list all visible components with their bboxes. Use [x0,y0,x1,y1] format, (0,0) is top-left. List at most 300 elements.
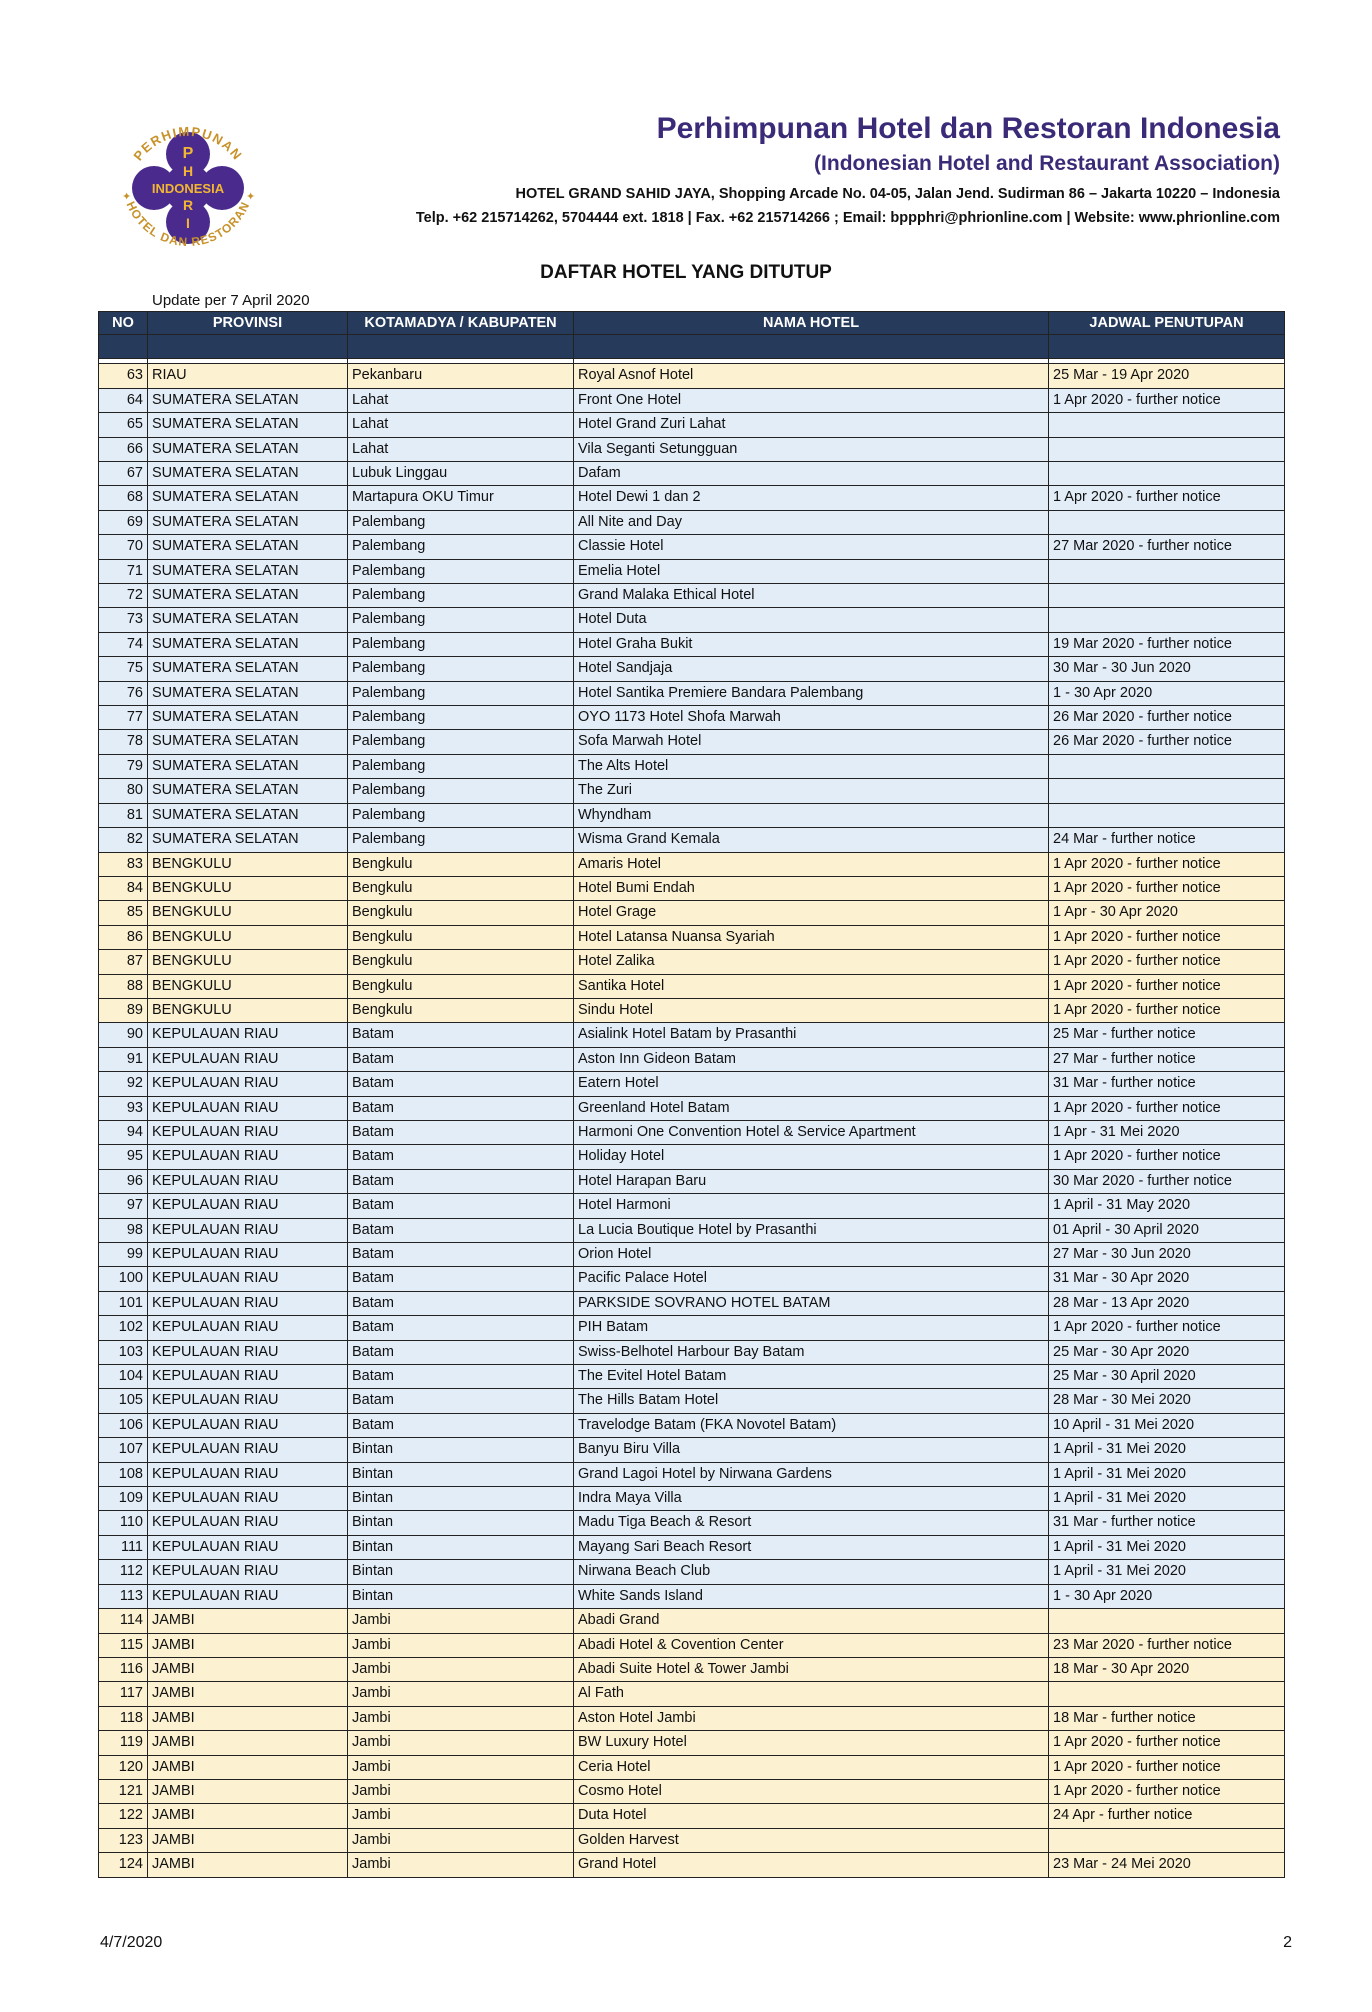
cell-hotel-name: The Alts Hotel [574,754,1049,778]
cell-hotel-name: Aston Inn Gideon Batam [574,1047,1049,1071]
col-header-jadwal: JADWAL PENUTUPAN [1049,312,1285,335]
logo-letter-h: H [182,163,194,179]
cell-provinsi: KEPULAUAN RIAU [148,1413,348,1437]
cell-no: 90 [99,1023,148,1047]
cell-kota: Lahat [348,388,574,412]
cell-no: 70 [99,535,148,559]
cell-jadwal: 1 Apr 2020 - further notice [1049,1096,1285,1120]
cell-kota: Palembang [348,754,574,778]
table-row [99,437,1285,461]
update-date: Update per 7 April 2020 [152,292,310,309]
cell-provinsi: KEPULAUAN RIAU [148,1340,348,1364]
document-title: DAFTAR HOTEL YANG DITUTUP [540,262,832,283]
cell-provinsi: KEPULAUAN RIAU [148,1511,348,1535]
cell-no: 115 [99,1633,148,1657]
cell-no: 102 [99,1316,148,1340]
cell-provinsi: KEPULAUAN RIAU [148,1023,348,1047]
table-row [99,1047,1285,1071]
table-row [99,1291,1285,1315]
table-row [99,1633,1285,1657]
table-row [99,681,1285,705]
cell-provinsi: SUMATERA SELATAN [148,388,348,412]
cell-hotel-name: The Hills Batam Hotel [574,1389,1049,1413]
cell-jadwal: 10 April - 31 Mei 2020 [1049,1413,1285,1437]
cell-kota: Lubuk Linggau [348,462,574,486]
cell-provinsi: SUMATERA SELATAN [148,681,348,705]
cell-no: 71 [99,559,148,583]
table-row [99,388,1285,412]
cell-hotel-name: The Zuri [574,779,1049,803]
cell-jadwal [1049,1609,1285,1633]
cell-no: 85 [99,901,148,925]
col-header-provinsi: PROVINSI [148,312,348,335]
cell-hotel-name: Duta Hotel [574,1804,1049,1828]
org-name: Perhimpunan Hotel dan Restoran Indonesia [656,112,1280,145]
cell-hotel-name: Nirwana Beach Club [574,1560,1049,1584]
cell-no: 111 [99,1535,148,1559]
cell-provinsi: KEPULAUAN RIAU [148,1120,348,1144]
cell-provinsi: BENGKULU [148,998,348,1022]
table-row [99,803,1285,827]
cell-provinsi: KEPULAUAN RIAU [148,1584,348,1608]
cell-hotel-name: Cosmo Hotel [574,1779,1049,1803]
cell-hotel-name: Eatern Hotel [574,1072,1049,1096]
cell-hotel-name: PIH Batam [574,1316,1049,1340]
cell-jadwal: 23 Mar - 24 Mei 2020 [1049,1853,1285,1877]
cell-jadwal: 1 April - 31 Mei 2020 [1049,1438,1285,1462]
cell-provinsi: KEPULAUAN RIAU [148,1267,348,1291]
cell-provinsi: SUMATERA SELATAN [148,754,348,778]
table-row [99,1682,1285,1706]
cell-no: 69 [99,510,148,534]
cell-hotel-name: Wisma Grand Kemala [574,828,1049,852]
cell-hotel-name: Classie Hotel [574,535,1049,559]
cell-jadwal: 28 Mar - 13 Apr 2020 [1049,1291,1285,1315]
table-row [99,462,1285,486]
cell-hotel-name: Vila Seganti Setungguan [574,437,1049,461]
cell-kota: Bintan [348,1560,574,1584]
cell-provinsi: SUMATERA SELATAN [148,803,348,827]
table-row [99,1169,1285,1193]
footer-date: 4/7/2020 [100,1934,163,1951]
cell-jadwal: 30 Mar 2020 - further notice [1049,1169,1285,1193]
cell-provinsi: BENGKULU [148,852,348,876]
cell-jadwal: 1 Apr 2020 - further notice [1049,1145,1285,1169]
table-row [99,1731,1285,1755]
cell-jadwal: 1 Apr 2020 - further notice [1049,1779,1285,1803]
cell-provinsi: SUMATERA SELATAN [148,413,348,437]
cell-provinsi: KEPULAUAN RIAU [148,1243,348,1267]
cell-kota: Palembang [348,608,574,632]
cell-hotel-name: Hotel Sandjaja [574,657,1049,681]
logo-letter-p: P [182,145,194,162]
cell-jadwal: 25 Mar - further notice [1049,1023,1285,1047]
cell-kota: Jambi [348,1657,574,1681]
cell-jadwal: 24 Mar - further notice [1049,828,1285,852]
cell-kota: Palembang [348,584,574,608]
cell-no: 82 [99,828,148,852]
cell-hotel-name: Madu Tiga Beach & Resort [574,1511,1049,1535]
cell-no: 72 [99,584,148,608]
cell-hotel-name: Grand Lagoi Hotel by Nirwana Gardens [574,1462,1049,1486]
cell-jadwal: 1 April - 31 Mei 2020 [1049,1462,1285,1486]
table-row [99,1243,1285,1267]
cell-no: 76 [99,681,148,705]
table-row [99,1072,1285,1096]
cell-jadwal: 30 Mar - 30 Jun 2020 [1049,657,1285,681]
cell-no: 78 [99,730,148,754]
cell-hotel-name: White Sands Island [574,1584,1049,1608]
cell-jadwal: 1 Apr 2020 - further notice [1049,950,1285,974]
table-row [99,364,1285,388]
table-row [99,1487,1285,1511]
cell-no: 118 [99,1706,148,1730]
cell-kota: Palembang [348,706,574,730]
cell-kota: Bintan [348,1511,574,1535]
table-row [99,1267,1285,1291]
cell-provinsi: SUMATERA SELATAN [148,437,348,461]
cell-jadwal: 27 Mar - 30 Jun 2020 [1049,1243,1285,1267]
logo-text-top: PERHIMPUNAN [130,123,246,164]
cell-kota: Batam [348,1243,574,1267]
cell-kota: Batam [348,1291,574,1315]
cell-no: 66 [99,437,148,461]
cell-hotel-name: Ceria Hotel [574,1755,1049,1779]
table-row [99,1120,1285,1144]
cell-kota: Bintan [348,1487,574,1511]
cell-no: 94 [99,1120,148,1144]
cell-hotel-name: Emelia Hotel [574,559,1049,583]
cell-jadwal: 1 Apr 2020 - further notice [1049,998,1285,1022]
table-row [99,828,1285,852]
table-row [99,413,1285,437]
cell-hotel-name: Hotel Harmoni [574,1194,1049,1218]
cell-no: 74 [99,632,148,656]
cell-provinsi: KEPULAUAN RIAU [148,1535,348,1559]
cell-provinsi: JAMBI [148,1828,348,1852]
cell-jadwal: 1 April - 31 Mei 2020 [1049,1535,1285,1559]
cell-kota: Jambi [348,1633,574,1657]
cell-provinsi: RIAU [148,364,348,388]
table-row [99,657,1285,681]
cell-jadwal [1049,462,1285,486]
hotel-table [98,311,1285,1878]
cell-jadwal: 31 Mar - 30 Apr 2020 [1049,1267,1285,1291]
cell-no: 67 [99,462,148,486]
cell-hotel-name: Sindu Hotel [574,998,1049,1022]
cell-no: 110 [99,1511,148,1535]
table-row [99,974,1285,998]
cell-provinsi: KEPULAUAN RIAU [148,1560,348,1584]
table-row [99,510,1285,534]
cell-hotel-name: Mayang Sari Beach Resort [574,1535,1049,1559]
cell-provinsi: JAMBI [148,1804,348,1828]
cell-no: 100 [99,1267,148,1291]
table-row [99,730,1285,754]
cell-provinsi: JAMBI [148,1853,348,1877]
cell-jadwal: 1 Apr 2020 - further notice [1049,486,1285,510]
cell-no: 106 [99,1413,148,1437]
cell-hotel-name: Holiday Hotel [574,1145,1049,1169]
cell-hotel-name: Hotel Zalika [574,950,1049,974]
cell-hotel-name: Asialink Hotel Batam by Prasanthi [574,1023,1049,1047]
cell-provinsi: BENGKULU [148,876,348,900]
cell-jadwal: 1 Apr - 30 Apr 2020 [1049,901,1285,925]
cell-kota: Bengkulu [348,974,574,998]
cell-no: 104 [99,1365,148,1389]
table-row [99,1340,1285,1364]
cell-provinsi: KEPULAUAN RIAU [148,1438,348,1462]
logo-text-bottom: HOTEL DAN RESTORAN [123,199,253,250]
logo-star-left: ✦ [122,191,132,203]
table-row [99,1096,1285,1120]
cell-kota: Batam [348,1072,574,1096]
cell-kota: Bintan [348,1535,574,1559]
cell-kota: Batam [348,1194,574,1218]
cell-jadwal: 1 Apr 2020 - further notice [1049,1755,1285,1779]
table-row [99,876,1285,900]
cell-provinsi: JAMBI [148,1779,348,1803]
cell-kota: Jambi [348,1731,574,1755]
cell-no: 107 [99,1438,148,1462]
cell-hotel-name: Harmoni One Convention Hotel & Service Apartment [574,1120,1049,1144]
table-row [99,1706,1285,1730]
table-row [99,632,1285,656]
cell-jadwal: 1 Apr 2020 - further notice [1049,852,1285,876]
cell-provinsi: SUMATERA SELATAN [148,462,348,486]
cell-no: 88 [99,974,148,998]
table-row [99,1609,1285,1633]
cell-no: 97 [99,1194,148,1218]
cell-provinsi: SUMATERA SELATAN [148,559,348,583]
table-row [99,1316,1285,1340]
cell-no: 113 [99,1584,148,1608]
cell-no: 119 [99,1731,148,1755]
cell-jadwal: 1 Apr 2020 - further notice [1049,925,1285,949]
table-row [99,925,1285,949]
cell-no: 75 [99,657,148,681]
cell-jadwal: 1 April - 31 Mei 2020 [1049,1560,1285,1584]
cell-hotel-name: Hotel Grage [574,901,1049,925]
cell-kota: Jambi [348,1828,574,1852]
cell-jadwal: 25 Mar - 19 Apr 2020 [1049,364,1285,388]
cell-provinsi: BENGKULU [148,974,348,998]
cell-provinsi: SUMATERA SELATAN [148,632,348,656]
cell-jadwal [1049,510,1285,534]
cell-no: 65 [99,413,148,437]
cell-hotel-name: Sofa Marwah Hotel [574,730,1049,754]
cell-kota: Jambi [348,1779,574,1803]
cell-kota: Palembang [348,803,574,827]
cell-kota: Jambi [348,1804,574,1828]
table-row [99,950,1285,974]
cell-jadwal: 1 April - 31 Mei 2020 [1049,1487,1285,1511]
cell-provinsi: JAMBI [148,1609,348,1633]
cell-hotel-name: La Lucia Boutique Hotel by Prasanthi [574,1218,1049,1242]
cell-kota: Bengkulu [348,950,574,974]
org-address: HOTEL GRAND SAHID JAYA, Shopping Arcade No. 04-05, Jalan Jend. Sudirman 86 – Jakarta 10220 – Indonesia [515,186,1280,202]
cell-no: 91 [99,1047,148,1071]
table-row [99,1218,1285,1242]
cell-jadwal: 18 Mar - 30 Apr 2020 [1049,1657,1285,1681]
cell-provinsi: KEPULAUAN RIAU [148,1194,348,1218]
cell-provinsi: BENGKULU [148,925,348,949]
cell-no: 108 [99,1462,148,1486]
cell-hotel-name: PARKSIDE SOVRANO HOTEL BATAM [574,1291,1049,1315]
cell-hotel-name: Swiss-Belhotel Harbour Bay Batam [574,1340,1049,1364]
cell-no: 89 [99,998,148,1022]
table-row [99,779,1285,803]
org-contact: Telp. +62 215714262, 5704444 ext. 1818 | Fax. +62 215714266 ; Email: bppphri@phrionline.com | Website: www.phrionline.com [415,210,1280,226]
cell-jadwal: 1 Apr 2020 - further notice [1049,388,1285,412]
cell-provinsi: SUMATERA SELATAN [148,706,348,730]
cell-jadwal: 1 Apr 2020 - further notice [1049,1316,1285,1340]
cell-kota: Palembang [348,657,574,681]
cell-kota: Batam [348,1047,574,1071]
cell-kota: Bengkulu [348,998,574,1022]
cell-hotel-name: Santika Hotel [574,974,1049,998]
table-row [99,535,1285,559]
table-row [99,901,1285,925]
cell-kota: Palembang [348,632,574,656]
cell-provinsi: KEPULAUAN RIAU [148,1487,348,1511]
cell-jadwal: 25 Mar - 30 April 2020 [1049,1365,1285,1389]
cell-hotel-name: Abadi Hotel & Covention Center [574,1633,1049,1657]
cell-provinsi: SUMATERA SELATAN [148,828,348,852]
cell-jadwal: 1 April - 31 May 2020 [1049,1194,1285,1218]
table-row [99,584,1285,608]
table-row [99,1657,1285,1681]
cell-no: 93 [99,1096,148,1120]
cell-hotel-name: Hotel Duta [574,608,1049,632]
cell-hotel-name: Hotel Grand Zuri Lahat [574,413,1049,437]
table-row [99,852,1285,876]
logo-center-text: INDONESIA [151,181,225,196]
table-row [99,1779,1285,1803]
table-body [99,335,1285,1878]
table-row [99,998,1285,1022]
table-row [99,1145,1285,1169]
cell-kota: Jambi [348,1755,574,1779]
cell-no: 117 [99,1682,148,1706]
cell-jadwal [1049,413,1285,437]
cell-no: 63 [99,364,148,388]
cell-hotel-name: Front One Hotel [574,388,1049,412]
cell-kota: Batam [348,1096,574,1120]
cell-jadwal: 23 Mar 2020 - further notice [1049,1633,1285,1657]
cell-kota: Batam [348,1218,574,1242]
cell-jadwal: 19 Mar 2020 - further notice [1049,632,1285,656]
cell-no: 112 [99,1560,148,1584]
cell-provinsi: KEPULAUAN RIAU [148,1389,348,1413]
cell-no: 73 [99,608,148,632]
cell-hotel-name: Banyu Biru Villa [574,1438,1049,1462]
cell-provinsi: JAMBI [148,1731,348,1755]
table-row [99,1023,1285,1047]
cell-provinsi: SUMATERA SELATAN [148,535,348,559]
cell-kota: Palembang [348,535,574,559]
header-band [99,335,1285,359]
cell-provinsi: KEPULAUAN RIAU [148,1072,348,1096]
cell-kota: Batam [348,1413,574,1437]
cell-kota: Bengkulu [348,876,574,900]
cell-kota: Bengkulu [348,852,574,876]
cell-kota: Bintan [348,1462,574,1486]
table-row [99,1365,1285,1389]
cell-jadwal: 24 Apr - further notice [1049,1804,1285,1828]
cell-jadwal [1049,437,1285,461]
cell-jadwal: 25 Mar - 30 Apr 2020 [1049,1340,1285,1364]
cell-kota: Lahat [348,437,574,461]
cell-hotel-name: Travelodge Batam (FKA Novotel Batam) [574,1413,1049,1437]
cell-no: 123 [99,1828,148,1852]
cell-kota: Batam [348,1267,574,1291]
table-row [99,1584,1285,1608]
cell-provinsi: JAMBI [148,1682,348,1706]
cell-no: 114 [99,1609,148,1633]
cell-kota: Palembang [348,510,574,534]
cell-hotel-name: Amaris Hotel [574,852,1049,876]
table-row [99,1438,1285,1462]
cell-jadwal: 28 Mar - 30 Mei 2020 [1049,1389,1285,1413]
cell-no: 122 [99,1804,148,1828]
cell-no: 121 [99,1779,148,1803]
cell-no: 68 [99,486,148,510]
cell-provinsi: KEPULAUAN RIAU [148,1462,348,1486]
cell-hotel-name: Hotel Dewi 1 dan 2 [574,486,1049,510]
cell-kota: Batam [348,1145,574,1169]
cell-jadwal [1049,779,1285,803]
cell-provinsi: SUMATERA SELATAN [148,486,348,510]
cell-kota: Jambi [348,1853,574,1877]
table-row [99,1560,1285,1584]
cell-provinsi: BENGKULU [148,950,348,974]
table-header-row [99,312,1285,335]
cell-provinsi: SUMATERA SELATAN [148,657,348,681]
cell-hotel-name: Hotel Graha Bukit [574,632,1049,656]
cell-provinsi: BENGKULU [148,901,348,925]
table-row [99,1511,1285,1535]
cell-no: 98 [99,1218,148,1242]
cell-hotel-name: The Evitel Hotel Batam [574,1365,1049,1389]
table-row [99,1755,1285,1779]
cell-kota: Palembang [348,681,574,705]
table-row [99,608,1285,632]
cell-kota: Palembang [348,779,574,803]
cell-provinsi: SUMATERA SELATAN [148,779,348,803]
cell-kota: Lahat [348,413,574,437]
cell-kota: Bintan [348,1584,574,1608]
cell-jadwal [1049,803,1285,827]
cell-jadwal: 1 - 30 Apr 2020 [1049,1584,1285,1608]
cell-provinsi: KEPULAUAN RIAU [148,1291,348,1315]
cell-provinsi: SUMATERA SELATAN [148,510,348,534]
cell-hotel-name: Abadi Suite Hotel & Tower Jambi [574,1657,1049,1681]
page-number: 2 [1283,1934,1292,1951]
cell-no: 109 [99,1487,148,1511]
cell-hotel-name: Aston Hotel Jambi [574,1706,1049,1730]
cell-jadwal: 1 Apr 2020 - further notice [1049,876,1285,900]
cell-hotel-name: Royal Asnof Hotel [574,364,1049,388]
cell-jadwal [1049,559,1285,583]
cell-hotel-name: Golden Harvest [574,1828,1049,1852]
col-header-no: NO [99,312,148,335]
cell-provinsi: KEPULAUAN RIAU [148,1169,348,1193]
cell-provinsi: JAMBI [148,1657,348,1681]
cell-provinsi: SUMATERA SELATAN [148,730,348,754]
cell-hotel-name: Greenland Hotel Batam [574,1096,1049,1120]
cell-no: 101 [99,1291,148,1315]
